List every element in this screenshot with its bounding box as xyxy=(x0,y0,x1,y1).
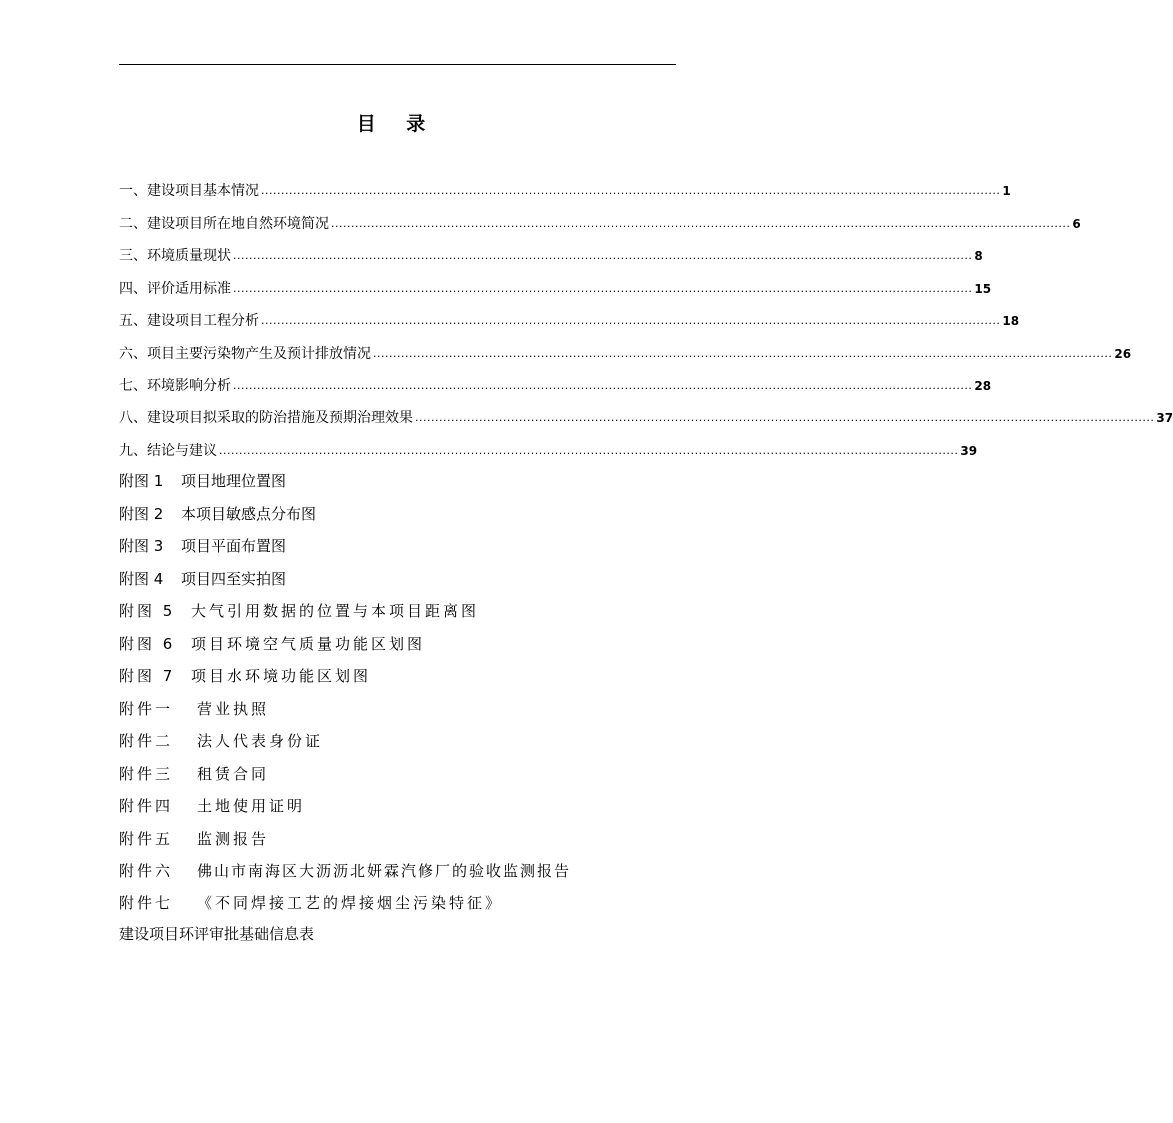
appendix-title: 大气引用数据的位置与本项目距离图 xyxy=(191,602,480,620)
header-rule xyxy=(119,64,676,65)
appendix-title: 项目平面布置图 xyxy=(181,537,287,555)
appendix-prefix: 附件三 xyxy=(119,765,174,783)
appendix-prefix: 附图 1 xyxy=(119,472,164,490)
appendix-item[interactable] xyxy=(119,533,286,557)
dot-leader: ......................................................................................................................................................................................... xyxy=(415,411,1155,424)
appendix-item[interactable] xyxy=(119,696,269,720)
appendix-item[interactable] xyxy=(119,728,323,752)
appendix-item[interactable] xyxy=(119,631,425,655)
dot-leader: ......................................................................................................................................................................................... xyxy=(219,444,959,457)
toc-entry[interactable] xyxy=(119,275,992,299)
appendix-title: 佛山市南海区大沥沥北妍霖汽修厂的验收监测报告 xyxy=(197,862,572,880)
appendix-title: 项目四至实拍图 xyxy=(181,570,287,588)
toc-title: 目 录 xyxy=(356,113,438,135)
appendix-title: 《不同焊接工艺的焊接烟尘污染特征》 xyxy=(197,894,504,912)
toc-entry-page: 8 xyxy=(974,249,983,263)
toc-entry-page: 37 xyxy=(1156,411,1173,425)
appendix-item[interactable] xyxy=(119,468,286,492)
appendix-item[interactable] xyxy=(119,858,571,882)
toc-entry[interactable] xyxy=(119,404,1173,428)
appendix-prefix: 附件二 xyxy=(119,732,174,750)
toc-entry[interactable] xyxy=(119,210,1081,234)
dot-leader: ......................................................................................................................................................................................... xyxy=(233,249,973,262)
dot-leader: ......................................................................................................................................................................................... xyxy=(261,314,1001,327)
dot-leader: ......................................................................................................................................................................................... xyxy=(331,217,1071,230)
toc-entry-page: 15 xyxy=(974,282,992,296)
toc-entry-label: 一、建设项目基本情况 xyxy=(119,183,259,199)
toc-entry-label: 二、建设项目所在地自然环境简况 xyxy=(119,216,329,232)
appendix-prefix: 附图 2 xyxy=(119,505,164,523)
appendix-prefix: 附图 5 xyxy=(119,602,176,620)
appendix-title: 土地使用证明 xyxy=(197,797,306,815)
appendix-prefix: 附图 4 xyxy=(119,570,164,588)
appendix-item[interactable] xyxy=(119,501,316,525)
toc-entry-page: 39 xyxy=(960,444,978,458)
appendix-item[interactable] xyxy=(119,890,503,914)
toc-entry-label: 九、结论与建议 xyxy=(119,443,217,459)
appendix-prefix: 附件六 xyxy=(119,862,174,880)
toc-entry-page: 6 xyxy=(1072,217,1081,231)
toc-entry[interactable] xyxy=(119,437,978,461)
basic-info-table-link[interactable]: 建设项目环评审批基础信息表 xyxy=(119,925,315,943)
appendix-title: 项目水环境功能区划图 xyxy=(191,667,372,685)
appendix-title: 营业执照 xyxy=(197,700,270,718)
appendix-item[interactable] xyxy=(119,663,371,687)
toc-entry[interactable] xyxy=(119,177,1011,201)
toc-entry-label: 六、项目主要污染物产生及预计排放情况 xyxy=(119,346,371,362)
appendix-prefix: 附件五 xyxy=(119,830,174,848)
appendix-item[interactable] xyxy=(119,826,269,850)
appendix-prefix: 附图 3 xyxy=(119,537,164,555)
appendix-title: 本项目敏感点分布图 xyxy=(181,505,317,523)
appendix-prefix: 附件一 xyxy=(119,700,174,718)
toc-entry-page: 28 xyxy=(974,379,992,393)
toc-entry-page: 26 xyxy=(1114,347,1132,361)
dot-leader: ......................................................................................................................................................................................... xyxy=(233,282,973,295)
toc-entry-label: 八、建设项目拟采取的防治措施及预期治理效果 xyxy=(119,410,413,426)
appendix-prefix: 附件四 xyxy=(119,797,174,815)
toc-entry-page: 18 xyxy=(1002,314,1020,328)
appendix-item[interactable] xyxy=(119,793,305,817)
toc-entry[interactable] xyxy=(119,340,1132,364)
toc-entry-label: 四、评价适用标准 xyxy=(119,281,231,297)
appendix-prefix: 附件七 xyxy=(119,894,174,912)
appendix-title: 项目环境空气质量功能区划图 xyxy=(191,635,426,653)
appendix-prefix: 附图 6 xyxy=(119,635,176,653)
appendix-title: 监测报告 xyxy=(197,830,270,848)
toc-entry-label: 七、环境影响分析 xyxy=(119,378,231,394)
toc-entry[interactable] xyxy=(119,242,983,266)
appendix-item[interactable] xyxy=(119,566,286,590)
toc-entry-label: 三、环境质量现状 xyxy=(119,248,231,264)
toc-entry[interactable] xyxy=(119,307,1020,331)
appendix-item[interactable] xyxy=(119,598,479,622)
appendix-title: 项目地理位置图 xyxy=(181,472,287,490)
appendix-prefix: 附图 7 xyxy=(119,667,176,685)
appendix-title: 法人代表身份证 xyxy=(197,732,324,750)
dot-leader: ......................................................................................................................................................................................... xyxy=(373,347,1113,360)
appendix-item[interactable] xyxy=(119,761,269,785)
toc-entry-page: 1 xyxy=(1002,184,1011,198)
dot-leader: ......................................................................................................................................................................................... xyxy=(233,379,973,392)
toc-entry[interactable] xyxy=(119,372,992,396)
dot-leader: ......................................................................................................................................................................................... xyxy=(261,184,1001,197)
appendix-title: 租赁合同 xyxy=(197,765,270,783)
toc-entry-label: 五、建设项目工程分析 xyxy=(119,313,259,329)
